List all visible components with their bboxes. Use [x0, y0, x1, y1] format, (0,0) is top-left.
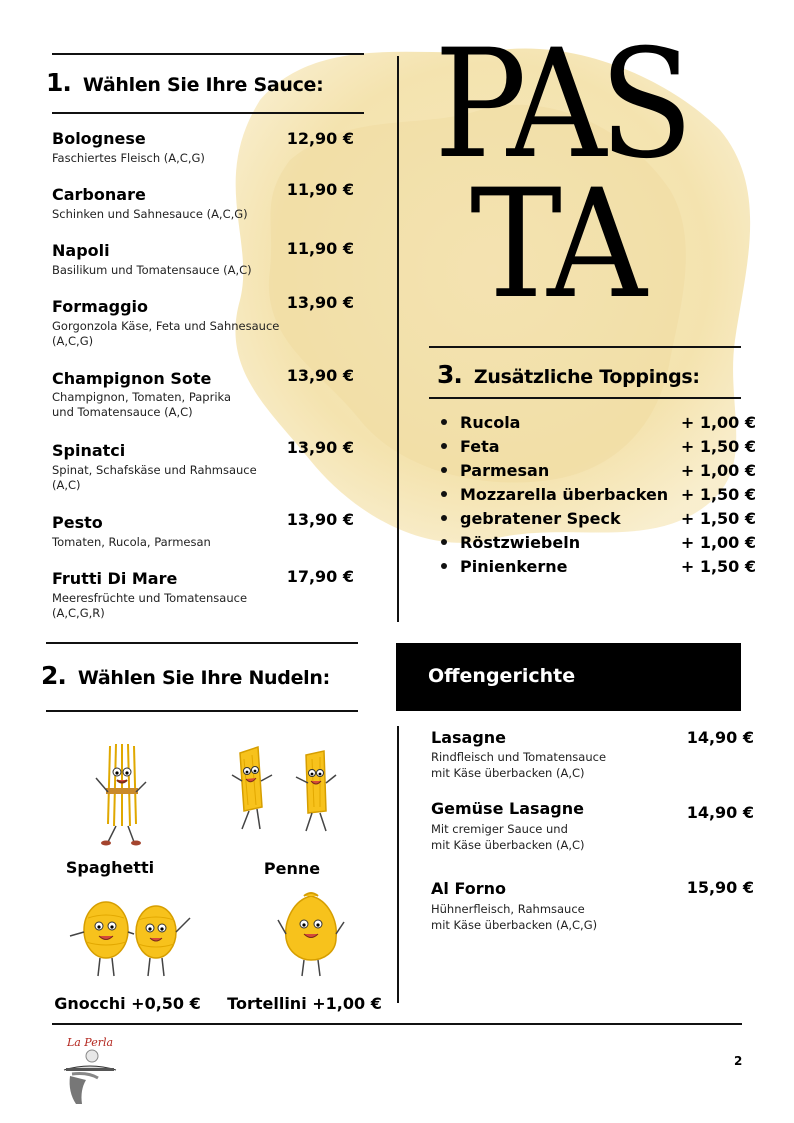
tortellini-mascot-icon: [276, 890, 346, 980]
oven-item-desc: mit Käse überbacken (A,C): [431, 838, 585, 852]
sauce-item-desc: Champignon, Tomaten, Paprika und Tomatensauce (A,C): [52, 390, 232, 419]
noodles-heading: [41, 661, 330, 690]
sauce-item-name: Frutti Di Mare: [52, 569, 178, 588]
topping-row: [441, 482, 756, 506]
bullet-icon: [441, 443, 447, 449]
sauce-item-price: 12,90 €: [286, 129, 354, 148]
topping-name: gebratener Speck: [460, 508, 621, 528]
noodles-bottom-rule: [46, 710, 358, 712]
sauce-item-price: 13,90 €: [286, 438, 354, 457]
sauce-item-price: 13,90 €: [286, 366, 354, 385]
penne-mascot-icon: [230, 745, 340, 840]
sauce-item-desc: Basilikum und Tomatensauce (A,C): [52, 263, 252, 277]
sauce-item-name: Carbonare: [52, 185, 146, 204]
oven-item-price: 14,90 €: [686, 728, 754, 747]
noodle-label-spaghetti: Spaghetti: [65, 858, 155, 877]
oven-dishes-header: [396, 643, 741, 711]
sauce-item-price: 11,90 €: [286, 239, 354, 258]
topping-row: [441, 410, 756, 434]
topping-name: Mozzarella überbacken: [460, 484, 669, 504]
topping-name: Parmesan: [460, 460, 550, 480]
oven-item-name: Al Forno: [431, 879, 506, 898]
sauce-item-price: 13,90 €: [286, 293, 354, 312]
noodles-top-rule: [46, 642, 358, 644]
sauce-item-desc: Schinken und Sahnesauce (A,C,G): [52, 207, 248, 221]
oven-item-price: 15,90 €: [686, 878, 754, 897]
toppings-title: Zusätzliche Toppings:: [473, 366, 700, 388]
noodles-title: Wählen Sie Ihre Nudeln:: [77, 667, 330, 689]
topping-name: Rucola: [460, 412, 521, 432]
oven-item-desc: mit Käse überbacken (A,C): [431, 766, 585, 780]
bullet-icon: [441, 467, 447, 473]
topping-price: + 1,50 €: [680, 436, 756, 456]
bullet-icon: [441, 515, 447, 521]
pasta-title-line2: TA: [470, 158, 640, 332]
bullet-icon: [441, 563, 447, 569]
sauce-item-name: Champignon Sote: [52, 369, 212, 388]
topping-row: [441, 530, 756, 554]
sauce-item-name: Pesto: [52, 513, 103, 532]
sauce-item-price: 17,90 €: [286, 567, 354, 586]
oven-dishes-title: Offengerichte: [428, 665, 576, 687]
spaghetti-mascot-icon: [90, 742, 150, 850]
sauce-item-name: Spinatci: [52, 441, 126, 460]
topping-price: + 1,00 €: [680, 532, 756, 552]
topping-row: [441, 506, 756, 530]
oven-item-name: Lasagne: [431, 728, 507, 747]
oven-item-desc: Hühnerfleisch, Rahmsauce: [431, 902, 585, 916]
sauce-item-desc: Meeresfrüchte und Tomatensauce (A,C,G,R): [52, 591, 248, 620]
sauce-item-desc: Spinat, Schafskäse und Rahmsauce (A,C): [52, 463, 257, 492]
toppings-bottom-rule: [429, 397, 741, 399]
sauce-item-price: 13,90 €: [286, 510, 354, 529]
column-divider-top: [397, 56, 399, 622]
oven-item-desc: Mit cremiger Sauce und: [431, 822, 568, 836]
gnocchi-mascot-icon: [68, 898, 193, 980]
topping-name: Röstzwiebeln: [460, 532, 581, 552]
noodle-label-tortellini: Tortellini +1,00 €: [227, 994, 382, 1013]
oven-item-desc: Rindfleisch und Tomatensauce: [431, 750, 607, 764]
sauce-item-name: Formaggio: [52, 297, 149, 316]
topping-price: + 1,50 €: [680, 508, 756, 528]
toppings-heading: [437, 360, 700, 389]
topping-row: [441, 458, 756, 482]
topping-name: Pinienkerne: [460, 556, 568, 576]
toppings-number: 3.: [437, 360, 462, 389]
sauce-bottom-rule: [52, 112, 364, 114]
bullet-icon: [441, 419, 447, 425]
column-divider-bottom: [397, 726, 399, 1003]
sauce-top-rule: [52, 53, 364, 55]
topping-price: + 1,50 €: [680, 484, 756, 504]
sauce-item-name: Napoli: [52, 241, 110, 260]
sauce-item-desc: Tomaten, Rucola, Parmesan: [52, 535, 211, 549]
oven-item-price: 14,90 €: [686, 803, 754, 822]
noodles-number: 2.: [41, 661, 66, 690]
oven-item-name: Gemüse Lasagne: [431, 799, 584, 818]
toppings-top-rule: [429, 346, 741, 348]
pasta-title-line1: PAS: [434, 18, 687, 192]
bullet-icon: [441, 491, 447, 497]
sauce-item-name: Bolognese: [52, 129, 146, 148]
logo-text: La Perla: [66, 1036, 114, 1049]
topping-row: [441, 434, 756, 458]
noodle-label-penne: Penne: [263, 859, 321, 878]
sauce-heading: [46, 68, 323, 97]
page-number: 2: [734, 1054, 743, 1068]
sauce-number: 1.: [46, 68, 71, 97]
bullet-icon: [441, 539, 447, 545]
topping-price: + 1,00 €: [680, 412, 756, 432]
oven-item-desc: mit Käse überbacken (A,C,G): [431, 918, 598, 932]
topping-price: + 1,00 €: [680, 460, 756, 480]
noodle-label-gnocchi: Gnocchi +0,50 €: [54, 994, 201, 1013]
sauce-title: Wählen Sie Ihre Sauce:: [82, 74, 324, 96]
sauce-item-desc: Faschiertes Fleisch (A,C,G): [52, 151, 205, 165]
sauce-item-desc: Gorgonzola Käse, Feta und Sahnesauce (A,C,G): [52, 319, 280, 348]
footer-rule: [52, 1023, 742, 1025]
topping-name: Feta: [460, 436, 500, 456]
topping-price: + 1,50 €: [680, 556, 756, 576]
sauce-item-price: 11,90 €: [286, 180, 354, 199]
topping-row: [441, 554, 756, 578]
la-perla-logo: [58, 1034, 122, 1106]
